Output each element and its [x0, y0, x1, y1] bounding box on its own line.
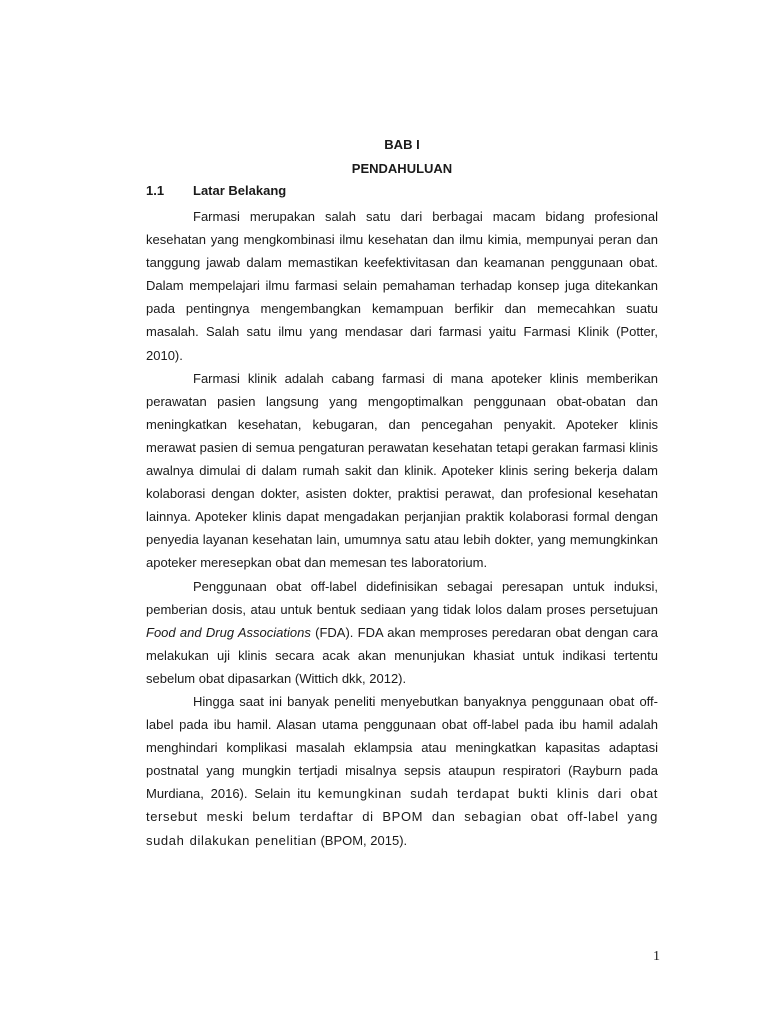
- section-number: 1.1: [146, 183, 165, 198]
- paragraph-3-text-start: Penggunaan obat off-label didefinisikan sebagai peresapan untuk induksi, pemberian dosis, atau untuk bentuk sediaan yang tidak lolos dalam proses persetujuan: [146, 578, 658, 617]
- page-number: 1: [653, 949, 660, 964]
- body-text: [146, 205, 658, 852]
- paragraph-3: [146, 575, 658, 690]
- section-heading: [146, 183, 286, 199]
- paragraph-4-text-wide: kemungkinan sudah terdapat bukti klinis dari obat tersebut meski belum terdaftar di BPOM dan sebagian obat off-label yang sudah dilakukan penelitian: [146, 786, 658, 848]
- paragraph-4: [146, 690, 658, 852]
- chapter-title: PENDAHULUAN: [351, 161, 453, 176]
- paragraph-2: Farmasi klinik adalah cabang farmasi di mana apoteker klinis memberikan perawatan pasien langsung yang mengoptimalkan penggunaan obat-obatan dan meningkatkan kesehatan, kebugaran, dan pencegahan penyakit. Apoteker klinis merawat pasien di semua pengaturan perawatan kesehatan tetapi gerakan farmasi klinis awalnya dimulai di dalam rumah sakit dan klinik. Apoteker klinis sering bekerja dalam kolaborasi dengan dokter, asisten dokter, praktisi perawat, dan profesional kesehatan lainnya. Apoteker klinis dapat mengadakan perjanjian praktik kolaborasi formal dengan penyedia layanan kesehatan lain, umumnya satu atau lebih dokter, yang memungkinkan apoteker meresepkan obat dan memesan tes laboratorium.: [146, 370, 658, 571]
- chapter-label: BAB I: [384, 137, 420, 152]
- paragraph-3-italic-term: Food and Drug Associations: [146, 624, 311, 640]
- paragraph-4-citation: (BPOM, 2015).: [316, 832, 408, 848]
- paragraph-4-text-start: Hingga saat ini banyak peneliti menyebutkan banyaknya penggunaan obat off-label pada ibu hamil. Alasan utama penggunaan obat off-label pada ibu hamil adalah menghindari komplikasi masalah eklampsia atau meningkatkan kapasitas adaptasi postnatal yang mungkin tertjadi misalnya sepsis ataupun respiratori (Rayburn pada Murdiana, 2016). Selain itu: [146, 693, 658, 802]
- paragraph-3-text-end: (FDA). FDA akan memproses peredaran obat dengan cara melakukan uji klinis secara acak akan menunjukan khasiat untuk indikasi tertentu sebelum obat dipasarkan (Wittich dkk, 2012).: [146, 624, 658, 686]
- paragraph-1: Farmasi merupakan salah satu dari berbagai macam bidang profesional kesehatan yang mengkombinasi ilmu kesehatan dan ilmu kimia, mempunyai peran dan tanggung jawab dalam memastikan keefektivitasan dan keamanan penggunaan obat. Dalam mempelajari ilmu farmasi selain pemahaman terhadap konsep juga ditekankan pada pentingnya mengembangkan kemampuan berfikir dan memecahkan suatu masalah. Salah satu ilmu yang mendasar dari farmasi yaitu Farmasi Klinik (Potter, 2010).: [146, 209, 658, 363]
- section-title: Latar Belakang: [193, 183, 287, 198]
